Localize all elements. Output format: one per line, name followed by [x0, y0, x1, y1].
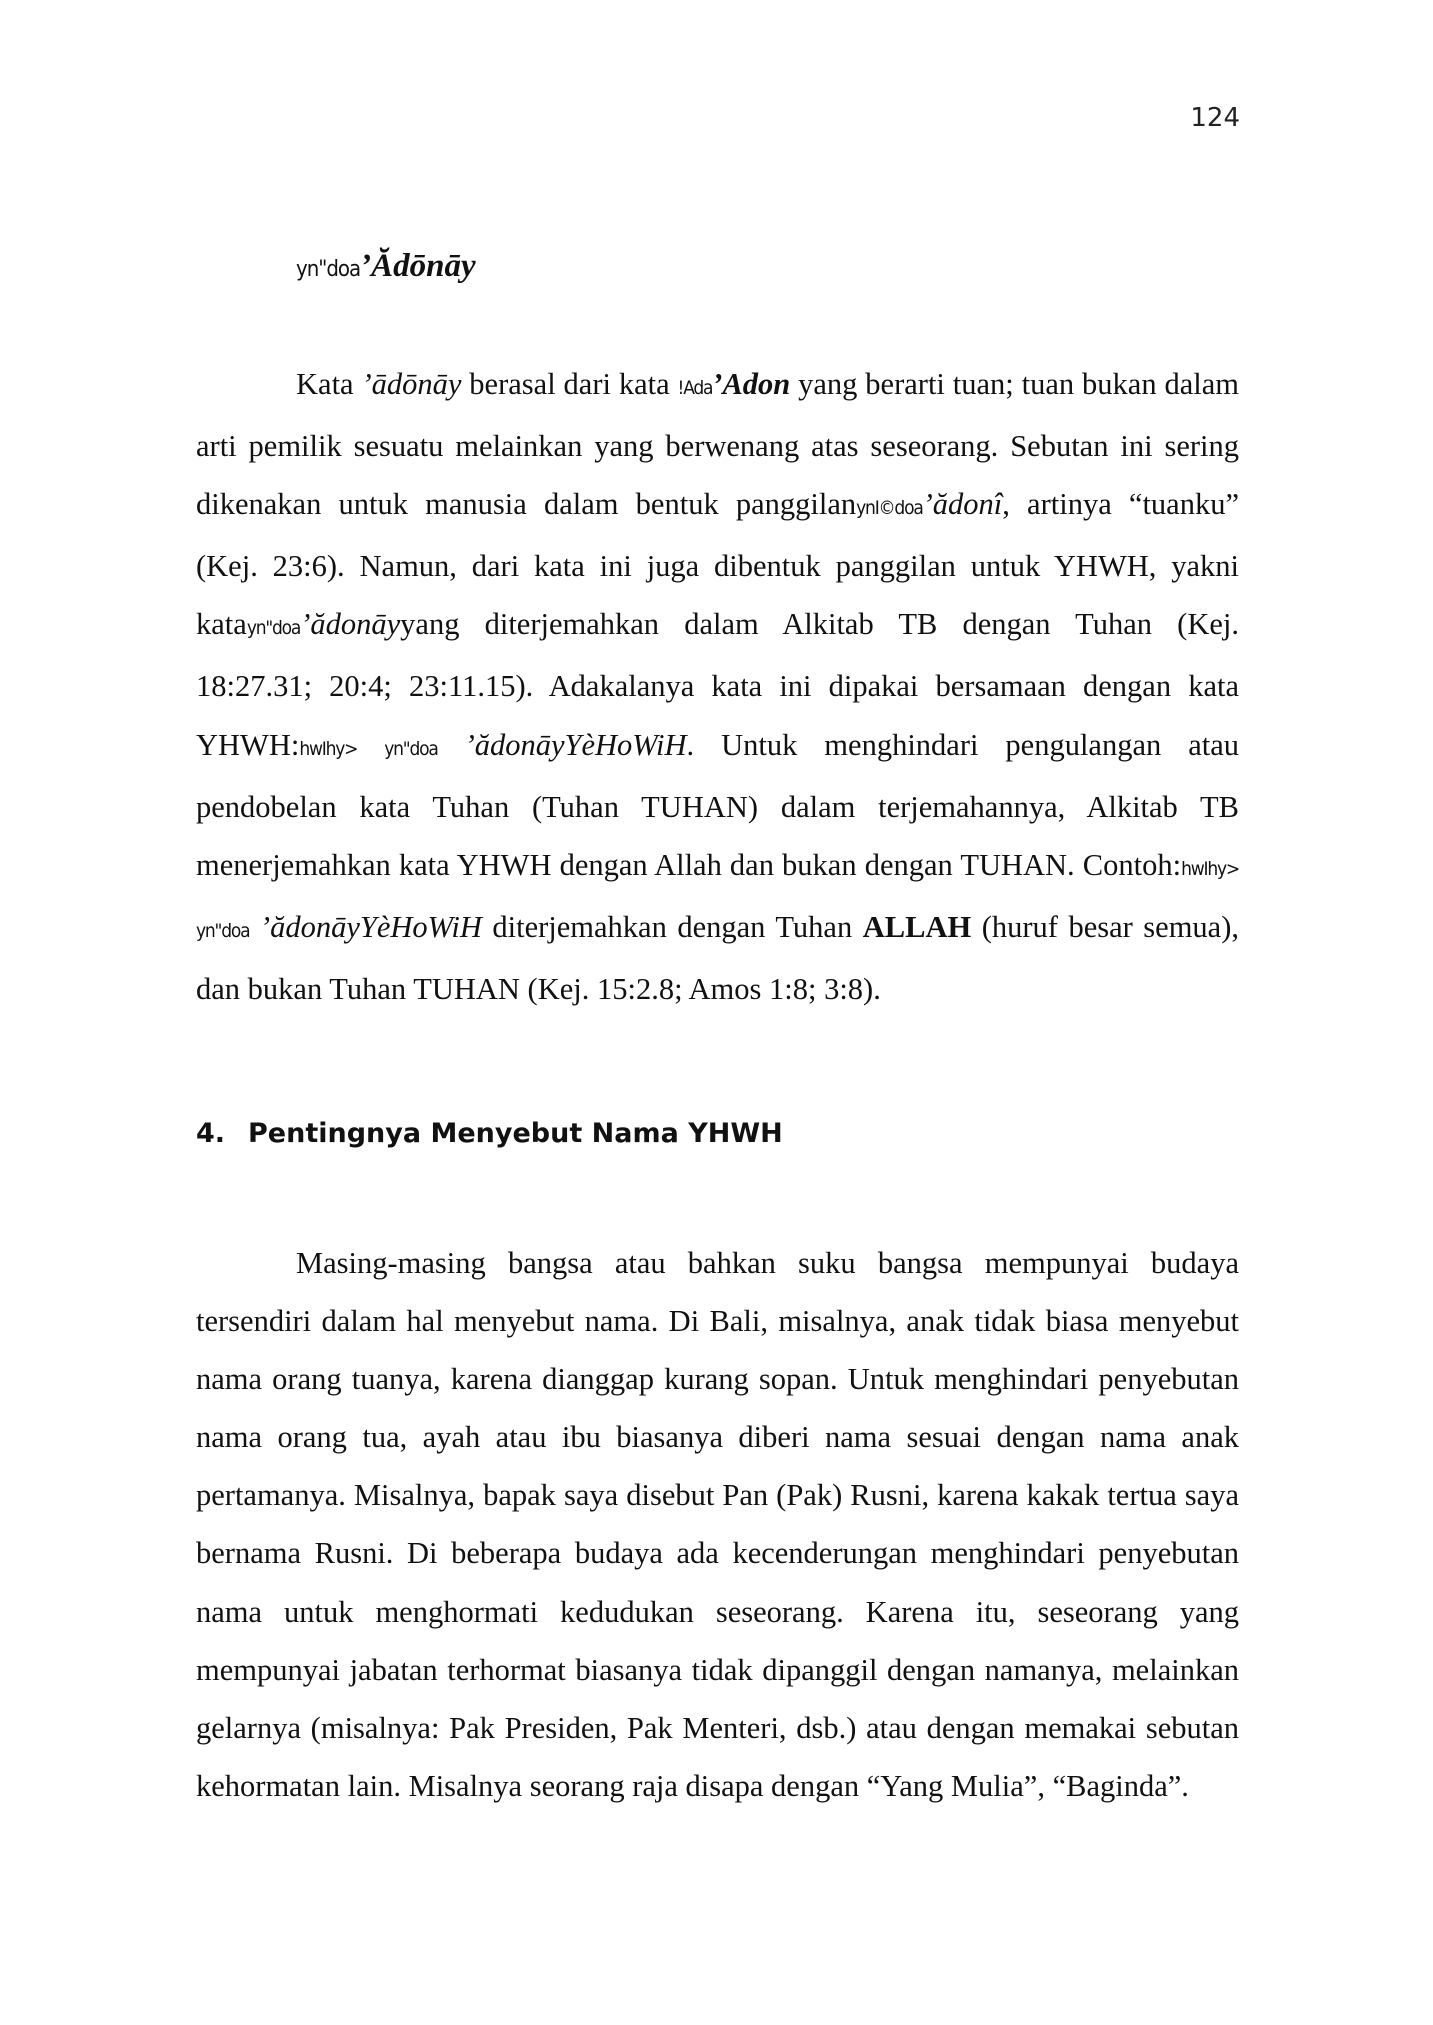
- hebrew-word: !Ada: [677, 377, 713, 399]
- text-run: . Untuk menghindari pengulangan atau pendobelan kata Tuhan (Tuhan TUHAN) dalam terjemahannya, Alkitab TB menerjemahkan kata YHWH dengan Allah dan bukan dengan TUHAN. Contoh:: [196, 727, 1239, 882]
- transliteration: ’ădonāy: [300, 607, 401, 642]
- text-run: (huruf besar semua), dan bukan Tuhan TUHAN (Kej. 15:2.8; Amos 1:8; 3:8).: [196, 909, 1240, 1006]
- hebrew-word: hwIhy>: [1181, 857, 1239, 880]
- hebrew-word: yn"doa: [246, 617, 301, 640]
- transliteration: ’ădonāyYèHoWiH: [259, 909, 482, 944]
- text-run: diterjemahkan dengan Tuhan: [481, 909, 863, 944]
- term-heading: [296, 248, 476, 285]
- section-heading: [196, 1118, 783, 1149]
- transliteration: ’ādōnāy: [361, 367, 462, 401]
- text-run: Kata: [296, 367, 362, 401]
- text-run: yang diterjemahkan dalam Alkitab TB dengan Tuhan (Kej. 18:27.31; 20:4; 23:11.15). Adakalanya kata ini dipakai bersamaan dengan kata YHWH:: [196, 607, 1239, 762]
- paragraph-text: Masing-masing bangsa atau bahkan suku bangsa mempunyai budaya tersendiri dalam hal menyebut nama. Di Bali, misalnya, anak tidak biasa menyebut nama orang tuanya, karena dianggap kurang sopan. Untuk menghindari penyebutan nama orang tua, ayah atau ibu biasanya diberi nama sesuai dengan nama anak pertamanya. Misalnya, bapak saya disebut Pan (Pak) Rusni, karena kakak tertua saya bernama Rusni. Di beberapa budaya ada kecenderungan menghindari penyebutan nama untuk menghormati kedudukan seseorang. Karena itu, seseorang yang mempunyai jabatan terhormat biasanya tidak dipanggil dengan namanya, melainkan gelarnya (misalnya: Pak Presiden, Pak Menteri, dsb.) atau dengan memakai sebutan kehormatan lain. Misalnya seorang raja disapa dengan “Yang Mulia”, “Baginda”.: [196, 1246, 1239, 1803]
- hebrew-word: ynI©doa: [856, 497, 923, 520]
- paragraph-adonay: [196, 355, 1239, 1018]
- page-number: 124: [1190, 103, 1240, 133]
- section-title-text: Pentingnya Menyebut Nama YHWH: [248, 1118, 783, 1149]
- text-run: yang berarti tuan; tuan bukan dalam arti pemilik sesuatu melainkan yang berwenang atas seseorang. Sebutan ini sering dikenakan untuk manusia dalam bentuk panggilan: [196, 367, 1239, 522]
- hebrew-word: hwIhy>: [299, 737, 358, 760]
- bold-term: ALLAH: [862, 909, 972, 944]
- paragraph-names-culture: [196, 1234, 1239, 1815]
- transliteration: ’Adon: [712, 367, 791, 401]
- heading-hebrew: yn"doa: [296, 257, 361, 282]
- transliteration: ’ădonāyYèHoWiH: [464, 727, 687, 762]
- section-number: 4.: [196, 1118, 226, 1149]
- text-run: berasal dari kata: [461, 367, 678, 401]
- heading-transliteration: ’Ădōnāy: [360, 248, 476, 284]
- hebrew-word: yn"doa: [384, 737, 438, 760]
- transliteration: ’ădonî: [922, 487, 1003, 522]
- hebrew-word: yn"doa: [196, 919, 250, 942]
- text-run: , artinya “tuanku” (Kej. 23:6). Namun, dari kata ini juga dibentuk panggilan untuk YHWH, yakni kata: [196, 487, 1239, 642]
